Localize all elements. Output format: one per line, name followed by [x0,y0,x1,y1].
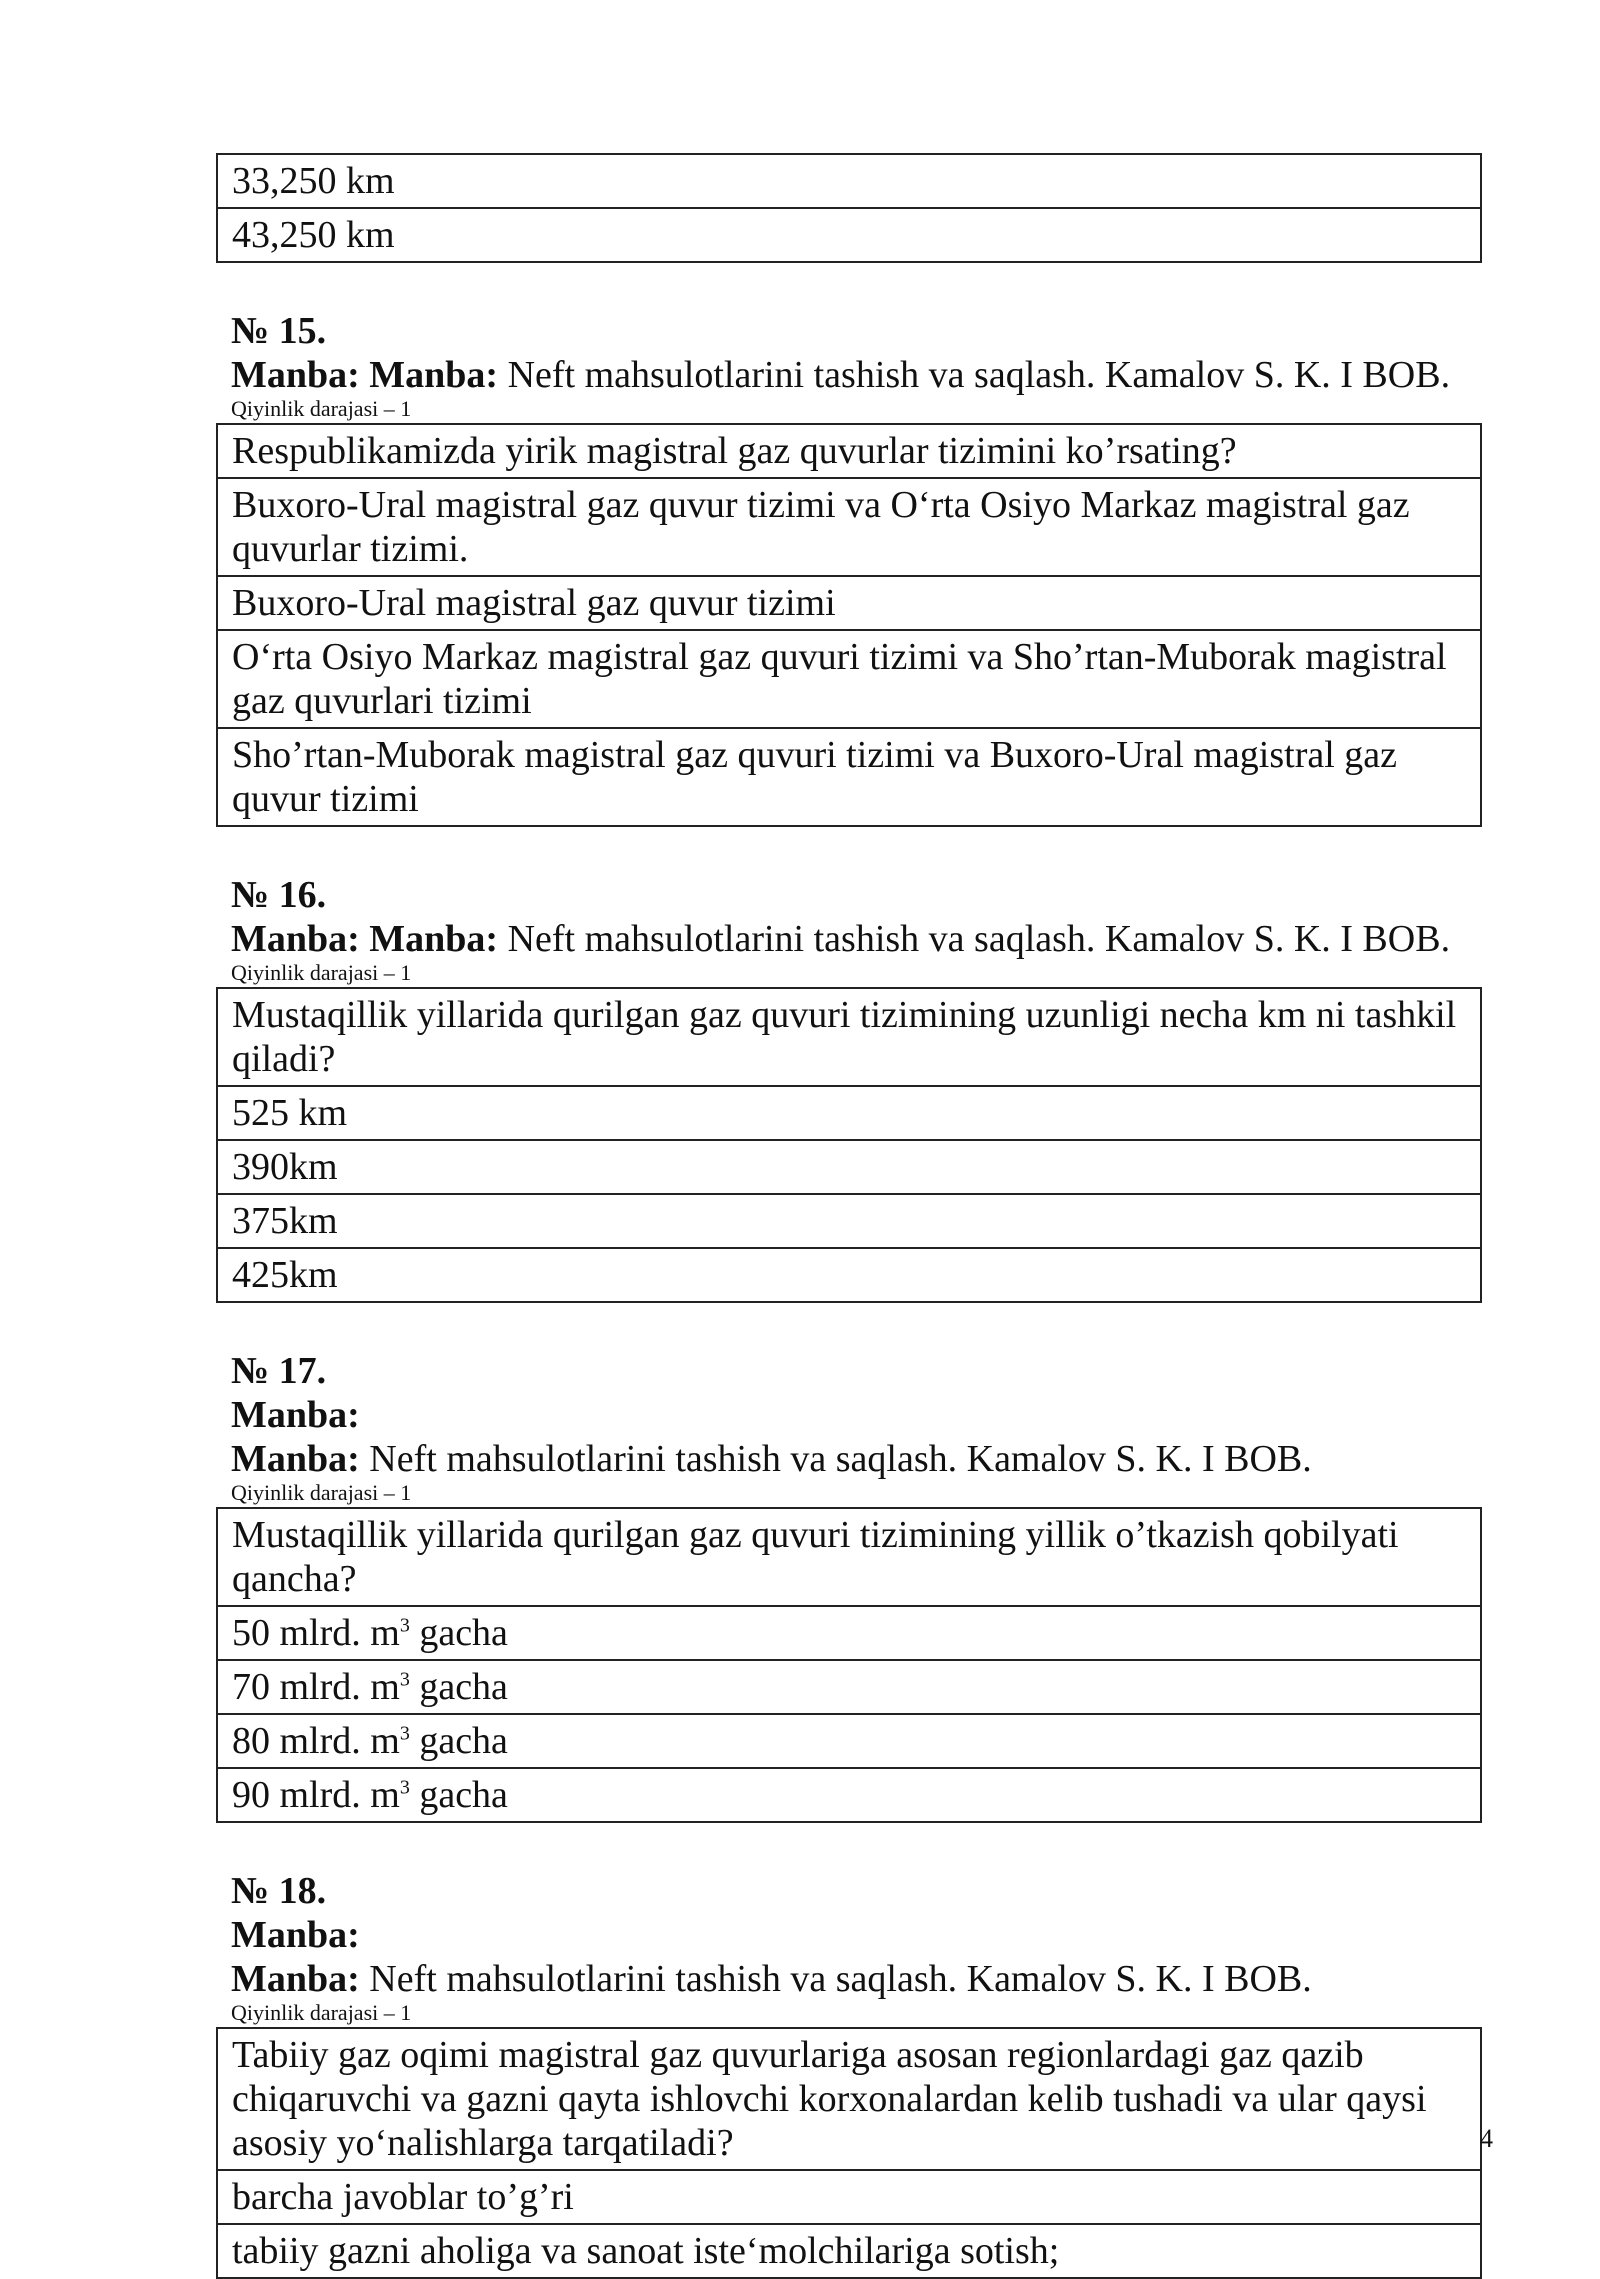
source-line [216,1437,1482,1481]
table-row [217,728,1481,826]
table-row [217,1140,1481,1194]
difficulty-level: Qiyinlik darajasi – 1 [231,396,412,421]
answer-value: 50 mlrd. m [232,1612,400,1654]
question-table [216,987,1482,1303]
table-row [217,1660,1481,1714]
question-table [216,1507,1482,1823]
answer-cell: Oʻrta Osiyo Markaz magistral gaz quvuri tizimi va Sho’rtan-Muborak magistral gaz quvurlari tizimi [217,630,1481,728]
table-row [217,576,1481,630]
question-table [216,2027,1482,2279]
question-block-17 [216,1349,1482,1823]
source-text: Neft mahsulotlarini tashish va saqlash. Kamalov S. K. I BOB. [507,918,1451,960]
manba-heading: Manba: [231,1914,360,1956]
source-line [216,917,1482,961]
table-row [217,1606,1481,1660]
manba-heading: Manba: [231,1394,360,1436]
source-label: Manba: [231,1438,360,1480]
table-row [217,1768,1481,1822]
answer-cell [217,1714,1481,1768]
answer-cell: tabiiy gazni aholiga va sanoat isteʻmolchilariga sotish; [217,2224,1481,2278]
source-label: Manba: Manba: [231,354,499,396]
source-label: Manba: Manba: [231,918,499,960]
answer-unit: gacha [419,1612,508,1654]
table-row [217,154,1481,208]
answer-cell [217,1768,1481,1822]
question-cell: Mustaqillik yillarida qurilgan gaz quvuri tizimining yillik o’tkazish qobilyati qancha? [217,1508,1481,1606]
question-cell: Tabiiy gaz oqimi magistral gaz quvurlariga asosan regionlardagi gaz qazib chiqaruvchi va gazni qayta ishlovchi korxonalardan kelib tushadi va ular qaysi asosiy yoʻnalishlarga tarqatiladi? [217,2028,1481,2170]
table-row [217,1194,1481,1248]
answer-cell: 425km [217,1248,1481,1302]
answer-cell: 375km [217,1194,1481,1248]
question-cell: Respublikamizda yirik magistral gaz quvurlar tizimini ko’rsating? [217,424,1481,478]
answer-unit: gacha [419,1720,508,1762]
table-row [217,988,1481,1086]
table-row [217,208,1481,262]
answer-cell: Buxoro-Ural magistral gaz quvur tizimi [217,576,1481,630]
answer-value: 90 mlrd. m [232,1774,400,1816]
difficulty-level: Qiyinlik darajasi – 1 [231,960,412,985]
answer-value: 80 mlrd. m [232,1720,400,1762]
question-block-16 [216,873,1482,1303]
source-text: Neft mahsulotlarini tashish va saqlash. Kamalov S. K. I BOB. [369,1958,1312,2000]
table-row [217,2028,1481,2170]
question-number: № 17. [231,1350,327,1392]
source-text: Neft mahsulotlarini tashish va saqlash. Kamalov S. K. I BOB. [369,1438,1312,1480]
source-line [216,1957,1482,2001]
superscript: 3 [399,1722,410,1745]
table-row [217,2224,1481,2278]
superscript: 3 [399,1614,410,1637]
source-line [216,353,1482,397]
source-text: Neft mahsulotlarini tashish va saqlash. Kamalov S. K. I BOB. [507,354,1451,396]
superscript: 3 [399,1776,410,1799]
source-label: Manba: [231,1958,360,2000]
answer-cell: Buxoro-Ural magistral gaz quvur tizimi va Oʻrta Osiyo Markaz magistral gaz quvurlar tizimi. [217,478,1481,576]
question-block-15 [216,309,1482,827]
answer-cell: 33,250 km [217,154,1481,208]
answer-unit: gacha [419,1774,508,1816]
table-row [217,1086,1481,1140]
answer-table-top [216,153,1482,263]
table-row [217,1508,1481,1606]
difficulty-level: Qiyinlik darajasi – 1 [231,1480,412,1505]
answer-cell: 43,250 km [217,208,1481,262]
question-cell: Mustaqillik yillarida qurilgan gaz quvuri tizimining uzunligi necha km ni tashkil qiladi? [217,988,1481,1086]
question-number: № 18. [231,1870,327,1912]
difficulty-level: Qiyinlik darajasi – 1 [231,2000,412,2025]
answer-cell [217,1606,1481,1660]
table-row [217,2170,1481,2224]
question-block-18 [216,1869,1482,2279]
table-row [217,424,1481,478]
answer-unit: gacha [419,1666,508,1708]
page-number: 4 [1480,2124,1493,2153]
table-row [217,630,1481,728]
answer-cell: 390km [217,1140,1481,1194]
answer-cell [217,1660,1481,1714]
table-row [217,1248,1481,1302]
question-number: № 15. [231,310,327,352]
answer-value: 70 mlrd. m [232,1666,400,1708]
table-row [217,478,1481,576]
page-content [216,153,1482,2279]
question-number: № 16. [231,874,327,916]
answer-cell: 525 km [217,1086,1481,1140]
superscript: 3 [399,1668,410,1691]
answer-cell: Sho’rtan-Muborak magistral gaz quvuri tizimi va Buxoro-Ural magistral gaz quvur tizimi [217,728,1481,826]
table-row [217,1714,1481,1768]
answer-cell: barcha javoblar to’g’ri [217,2170,1481,2224]
question-table [216,423,1482,827]
